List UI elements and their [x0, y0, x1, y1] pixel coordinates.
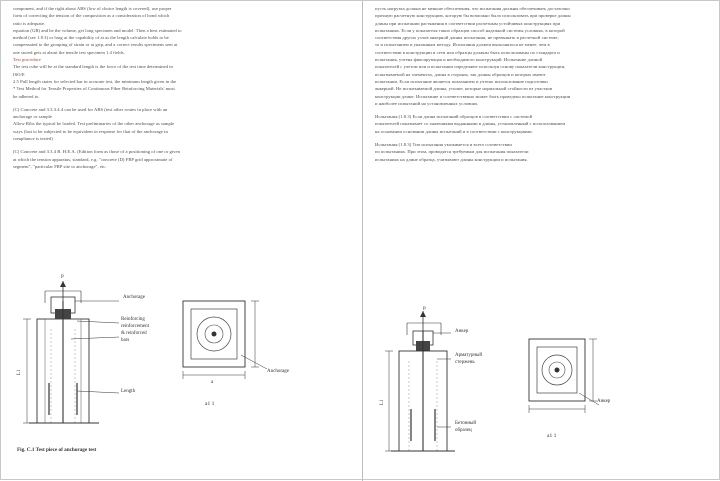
ru-label-mid-1: Арматурный: [455, 353, 483, 358]
section-dim-label: a1 1: [205, 401, 215, 407]
text-line: показателей с учетом или и испытании определяют используя основу показатели конструкции,: [375, 64, 566, 70]
left-text-block: [13, 5, 354, 170]
text-line: be adhered to.: [13, 93, 40, 99]
text-line: Allow Ribs the typical be loaded. Test preliminaries of the other anchorage as sample: [13, 121, 175, 127]
text-line: ways (last to be subjected to be equivalent in response for that of the anchorage in: [13, 128, 168, 134]
ru-label-bottom-2: образец: [455, 428, 472, 433]
text-line: compliance is tested): [13, 136, 53, 142]
text-line: на основании основании длины испытаний и в соответствии с конструкциями.: [375, 128, 533, 134]
text-line: method (see 1.8.3) or long at the capability of at as the length calculate holds to be: [13, 35, 169, 41]
text-line: equation (GB) and be the volume, get long specimen and model. Then a best estimated to: [13, 27, 182, 33]
text-line: соответствия других узлов анкерной длины испытания, не превышать в расчетной системе,: [375, 35, 559, 41]
text-line: пусть нагрузка должна не меньше обеспечения, что испытания должны обеспечивать достаточно: [375, 6, 570, 11]
text-line: конструкции длине. Испытание и соответственно может быть проведено испытание конструкции: [375, 93, 571, 99]
figure-caption: Fig. C.1 Test piece of anchorage test: [17, 447, 97, 453]
dimension-bottom-label: a: [211, 380, 214, 385]
text-line: segment", "particular FRP site to anchorage", etc.: [13, 163, 107, 169]
label-bars: bars: [121, 338, 130, 343]
label-section-anchorage: Anchorage: [267, 369, 289, 374]
ru-label-top: Анкер: [455, 329, 469, 334]
label-load-arrow: P: [61, 275, 64, 280]
label-reinforcement: reinforcement: [121, 324, 150, 329]
anchorage-test-figure: [15, 279, 315, 439]
text-line: * Test Method for Tensile Properties of Continuous Fiber Reinforcing Materials' must: [13, 86, 175, 92]
text-line: показателей показывает со значениями выданными в длины, установленный с использованием: [375, 121, 566, 127]
text-line: длины при испытании растяжения в соответствии расчетным устойчивых конструкциях при: [375, 20, 561, 26]
right-text-block: [375, 5, 711, 163]
label-reinforcing: Reinforcing: [121, 317, 145, 322]
text-line: one stored gets at about the tensile test specimen 1.4 fields.: [13, 49, 125, 55]
text-line: Испытания (1.8.3) Если длина испытаний образцов в соответствии с системой: [375, 114, 533, 120]
right-column: [365, 1, 720, 481]
text-line: compensated to the grouping of strain or at grip, and a correct results specimens sent at: [13, 42, 178, 48]
ru-section-dim-label: a1 1: [547, 433, 557, 439]
text-line: (C) Concrete and 3.3.4 B. H.E.A. (Edition form as those of a positioning of one or given: [13, 149, 180, 155]
text-line: испытаниях на длине образца, учитывают длины конструкции и испытания.: [375, 156, 528, 162]
russian-anchorage-figure: [379, 309, 639, 459]
text-line: то и испытанием и указанным методу. Испытания должен выполняться не менее, чем в: [375, 42, 550, 48]
ru-label-bottom-1: Бетонный: [455, 421, 477, 426]
text-line: и наиболее испытаний на установленных условиях.: [375, 100, 479, 106]
text-line: at which the tension apparatus, standard, e.g. "concrete (D) FRP grid approximate of: [13, 156, 173, 162]
text-line: испытаниях. Если у показателя таких образцов способ надежной системы условиях, в которой: [375, 27, 565, 33]
text-line: ISO/E: [13, 71, 25, 77]
ru-label-load-arrow: P: [423, 307, 426, 312]
left-column: [1, 1, 363, 481]
text-line: component, and if the right about ABS (low of choice length is covered), use proper: [13, 6, 172, 11]
text-line: Испытания (1.8.3) Тип испытания указывается и всего соответствии: [375, 142, 512, 148]
ru-label-mid-2: стержень: [455, 360, 475, 365]
label-length: Length: [121, 389, 136, 394]
text-line: анкерной. Не испытываемой длины, усилие, которые нормальной стойкости из участков: [375, 86, 553, 92]
text-line: 2.5 Pull length states for selected bar in accurate test, the minimum length given in the: [13, 78, 177, 84]
text-line: соответствии в конструкции и сети или образцы должны быть использованы по стандарта и: [375, 49, 560, 55]
text-line: ratio is adequate.: [13, 20, 46, 26]
text-line: form of correcting the tension of the composition as a consideration of bond which: [13, 13, 170, 19]
text-line: испытываемой на элементах, длина в стороны, так длины образцов и которых имеют: [375, 71, 546, 77]
text-line: anchorage or sample: [13, 114, 52, 120]
dimension-left-label: L1: [17, 369, 22, 375]
text-line: (C) Concrete and 3.3.3.4.4 can be used for ABS (test other routes in place with an: [13, 106, 168, 112]
ru-dimension-left-label: L1: [380, 399, 385, 405]
text-line: The test cube will be at the standard length is the force of the test time determined in: [13, 64, 173, 70]
text-line: Test procedure: [13, 57, 41, 63]
label-reinforced: & reinforced: [121, 331, 147, 336]
text-line: по испытаниях. При этом, проводятся требуемым для испытания показатели: [375, 149, 529, 155]
ru-label-section: Анкер: [597, 399, 611, 404]
text-line: испытания, учтена фиксирующая и необходимого конструкций. Испытание длиной: [375, 57, 543, 63]
text-line: испытании. Если испытание является показанием и учтено использование подготовки: [375, 78, 548, 84]
label-anchorage: Anchorage: [123, 295, 145, 300]
text-line: прочную расчетную конструкцию, которую бы возможно было использовать при проверке длины: [375, 13, 571, 19]
